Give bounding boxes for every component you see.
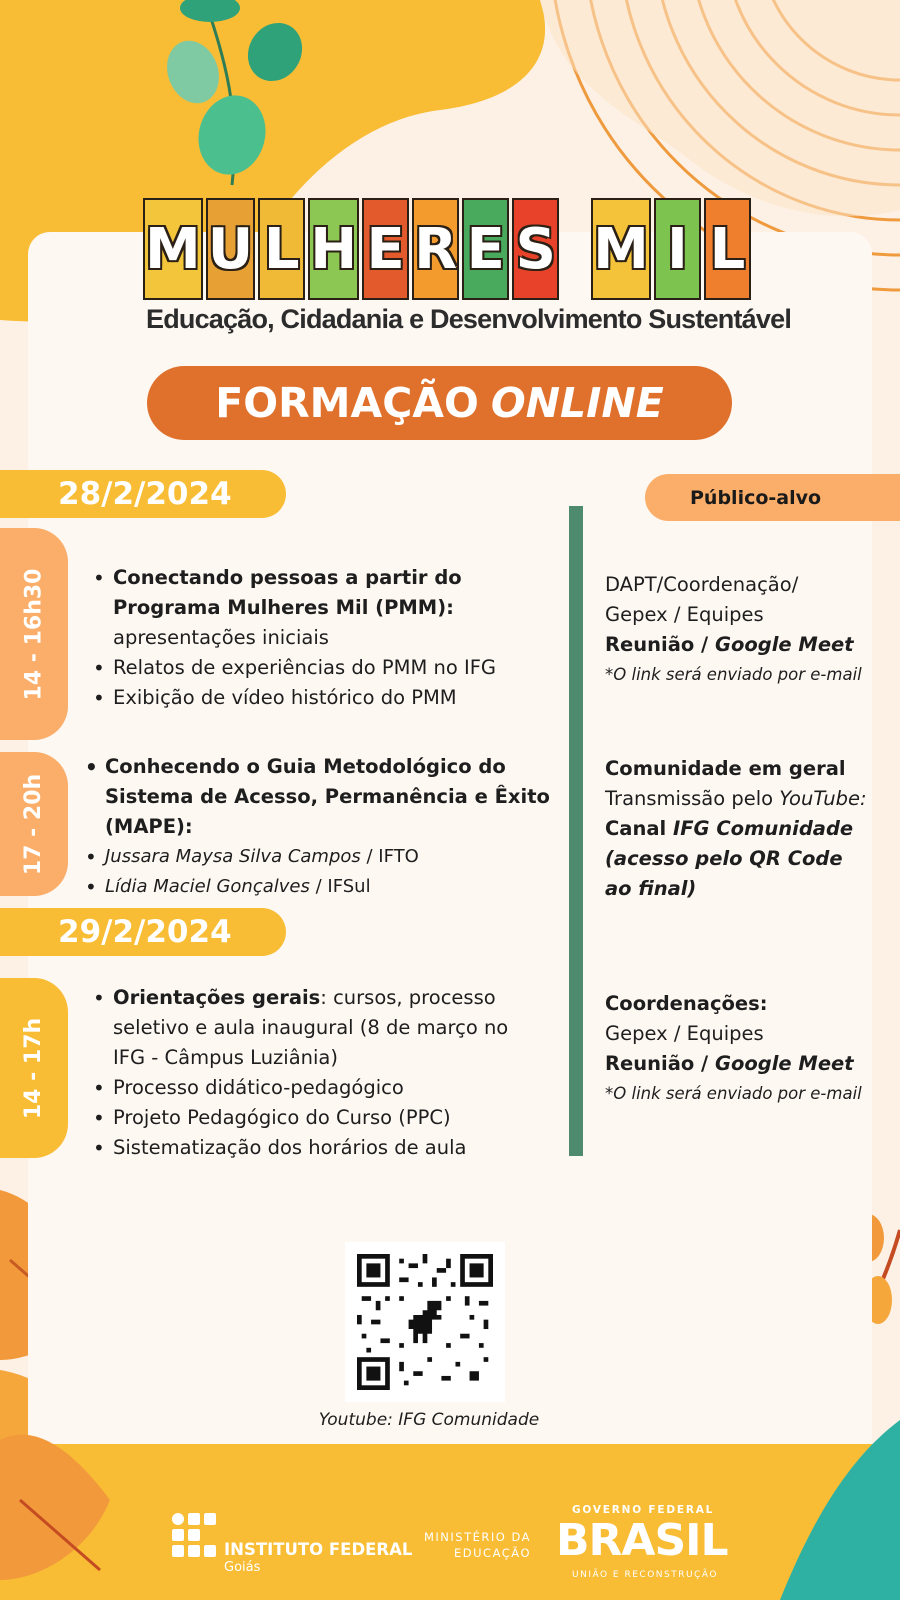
date-day1: 28/2/2024 <box>0 470 286 518</box>
list-item: • Projeto Pedagógico do Curso (PPC) <box>113 1103 533 1133</box>
list-item: • Sistematização dos horários de aula <box>113 1133 533 1163</box>
logo-letter: H <box>308 198 359 300</box>
audience-header: Público-alvo <box>645 474 900 521</box>
youtube-qr-code[interactable] <box>345 1242 505 1402</box>
instituto-federal-campus: Goiás <box>224 1560 261 1575</box>
uniao-reconstrucao-label: UNIÃO E RECONSTRUÇÃO <box>572 1570 718 1580</box>
list-item: • Orientações gerais: cursos, processo seletivo e aula inaugural (8 de março no IFG - Câmpus Luziânia) <box>113 983 533 1073</box>
agenda-day1-s1 <box>113 563 553 713</box>
logo-letter: U <box>206 198 255 300</box>
list-item: • Relatos de experiências do PMM no IFG <box>113 653 553 683</box>
mulheres-mil-logo <box>143 198 751 300</box>
logo-letter: L <box>704 198 751 300</box>
audience-line: Gepex / Equipes <box>605 1022 764 1045</box>
logo-letter: M <box>591 198 651 300</box>
qr-caption: Youtube: IFG Comunidade <box>318 1410 540 1430</box>
formacao-online-banner <box>147 366 732 440</box>
agenda-day1-s2 <box>105 752 565 902</box>
speaker-item: • Jussara Maysa Silva Campos / IFTO <box>105 842 565 872</box>
time-label: 14 - 16h30 <box>21 568 47 700</box>
qr-code-icon <box>357 1254 493 1390</box>
audience-title: Coordenações: <box>605 992 768 1015</box>
footer-foliage <box>0 1380 900 1600</box>
speaker-item: • Lídia Maciel Gonçalves / IFSul <box>105 872 565 902</box>
meeting-mode: Reunião / Google Meet <box>605 1052 854 1075</box>
time-label: 14 - 17h <box>21 1017 47 1119</box>
list-item: • Conhecendo o Guia Metodológico do Sistema de Acesso, Permanência e Êxito (MAPE): <box>105 752 565 842</box>
time-tab-day1-s1 <box>0 528 68 740</box>
audience-line: DAPT/Coordenação/ <box>605 573 799 596</box>
logo-letter: E <box>362 198 409 300</box>
logo-letter: I <box>654 198 701 300</box>
instituto-federal-name: INSTITUTO FEDERAL <box>224 1540 413 1559</box>
agenda-day2-s1 <box>113 983 533 1163</box>
logo-letter: M <box>143 198 203 300</box>
divider-line <box>569 506 583 1156</box>
program-subtitle: Educação, Cidadania e Desenvolvimento Sustentável <box>146 304 792 334</box>
brasil-logo: BRASIL <box>556 1515 728 1566</box>
logo-letter: S <box>512 198 559 300</box>
banner-italic: ONLINE <box>490 379 664 427</box>
logo-letter: E <box>462 198 509 300</box>
time-label: 17 - 20h <box>21 773 47 875</box>
audience-line: Gepex / Equipes <box>605 603 764 626</box>
list-item: • Conectando pessoas a partir do Programa Mulheres Mil (PMM): apresentações iniciais <box>113 563 553 653</box>
link-note: *O link será enviado por e-mail <box>605 665 862 684</box>
audience-title: Comunidade em geral <box>605 757 846 780</box>
instituto-federal-logo-icon <box>172 1513 216 1571</box>
governo-federal-label: GOVERNO FEDERAL <box>572 1504 715 1516</box>
time-tab-day1-s2 <box>0 752 68 896</box>
meeting-mode: Reunião / Google Meet <box>605 633 854 656</box>
audience-line: Transmissão pelo YouTube: <box>605 787 867 810</box>
time-tab-day2-s1 <box>0 978 68 1158</box>
date-day2: 29/2/2024 <box>0 908 286 956</box>
audience-day2-s1 <box>605 989 875 1109</box>
list-item: • Processo didático-pedagógico <box>113 1073 533 1103</box>
audience-day1-s1 <box>605 570 875 690</box>
audience-day1-s2 <box>605 754 870 904</box>
channel-info: Canal IFG Comunidade (acesso pelo QR Code ao final) <box>605 817 854 900</box>
list-item: • Exibição de vídeo histórico do PMM <box>113 683 553 713</box>
ministerio-educacao-logo: MINISTÉRIO DA EDUCAÇÃO <box>423 1530 531 1560</box>
logo-letter: L <box>258 198 305 300</box>
logo-letter: R <box>412 198 459 300</box>
link-note: *O link será enviado por e-mail <box>605 1084 862 1103</box>
banner-prefix: FORMAÇÃO <box>215 379 479 427</box>
